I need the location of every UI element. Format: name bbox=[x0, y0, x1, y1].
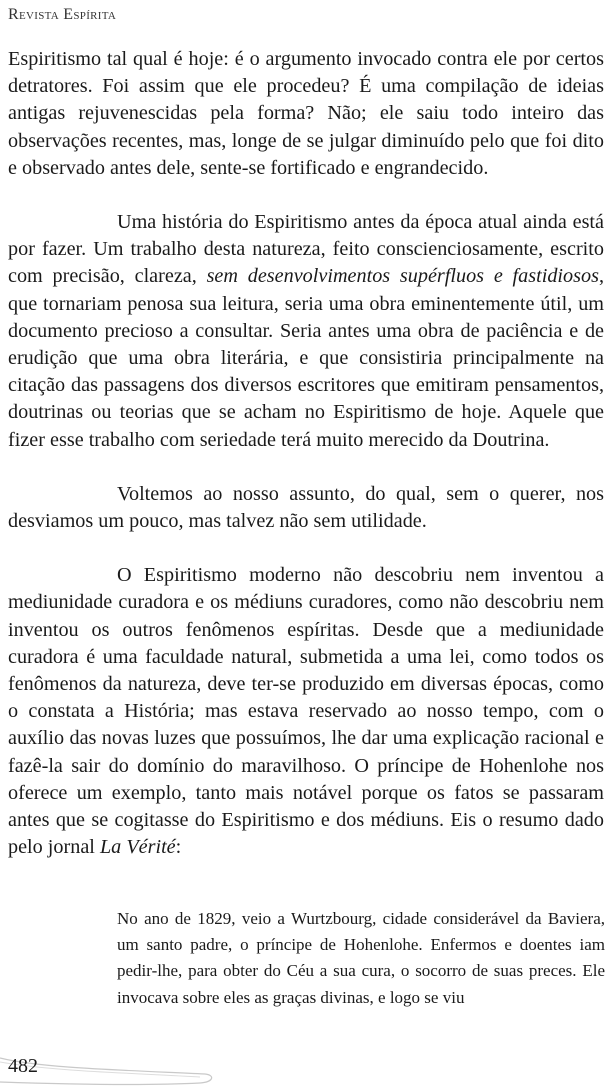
paragraph-4-text-a: O Espiritismo moderno não descobriu nem inventou a mediunidade curadora e os médiuns curadores, como não descobriu nem inventou os outros fenômenos espíritas. Desde que a mediunidade curadora é uma faculdade natural, submetida a uma lei, como todos os fenômenos da natureza, deve ter-se produzido em diversas épocas, como o constata a História; mas estava reservado ao nosso tempo, com o auxílio das novas luzes que possuímos, lhe dar uma explicação racional e fazê-la sair do domínio do maravilhoso. O príncipe de Hohenlohe nos oferece um exemplo, tanto mais notável porque os fatos se passaram antes que se cogitasse do Espiritismo e dos médiuns. Eis o resumo dado pelo jornal bbox=[8, 564, 604, 859]
paragraph-2-text-b: , que tornariam penosa sua leitura, seria uma obra eminentemente útil, um documento precioso a consultar. Seria antes uma obra de paciência e de erudição que uma obra literária, e que consistiria principalmente na citação das passagens dos diversos escritores que emitiram pensamentos, doutrinas ou teorias que se acham no Espiritismo de hoje. Aquele que fizer esse trabalho com seriedade terá muito merecido da Doutrina. bbox=[8, 265, 604, 451]
running-header: Revista Espírita bbox=[8, 6, 117, 23]
paragraph-1 bbox=[8, 46, 604, 182]
journal-title: La Vérité bbox=[99, 836, 176, 859]
paragraph-1-text: Espiritismo tal qual é hoje: é o argumento invocado contra ele por certos detratores. Foi assim que ele procedeu? É uma compilação de ideias antigas rejuvenescidas pela forma? Não; ele saiu todo inteiro das observações recentes, mas, longe de se julgar diminuído pelo que foi dito e observado antes dele, sente-se fortificado e engrandecido. bbox=[8, 48, 604, 179]
paragraph-4 bbox=[8, 562, 604, 861]
paragraph-3 bbox=[8, 481, 604, 535]
page-number: 482 bbox=[8, 1055, 38, 1077]
paragraph-4-text-b: : bbox=[175, 836, 182, 859]
block-quote bbox=[117, 906, 605, 1011]
block-quote-text: No ano de 1829, veio a Wurtzbourg, cidade considerável da Baviera, um santo padre, o príncipe de Hohenlohe. Enfermos e doentes iam pedir-lhe, para obter do Céu a sua cura, o socorro de suas preces. Ele invocava sobre eles as graças divinas, e logo se viu bbox=[117, 909, 605, 1007]
paragraph-3-text: Voltemos ao nosso assunto, do qual, sem o querer, nos desviamos um pouco, mas talvez não sem utilidade. bbox=[8, 482, 604, 533]
paragraph-2-italic: sem desenvolvimentos supérfluos e fastidiosos bbox=[206, 265, 599, 288]
paragraph-2-text-a: Uma história do Espiritismo antes da época atual ainda está por fazer. Um trabalho desta natureza, feito conscienciosamente, escrito com precisão, clareza, bbox=[8, 211, 604, 288]
main-text bbox=[8, 46, 604, 861]
paragraph-2 bbox=[8, 209, 604, 454]
